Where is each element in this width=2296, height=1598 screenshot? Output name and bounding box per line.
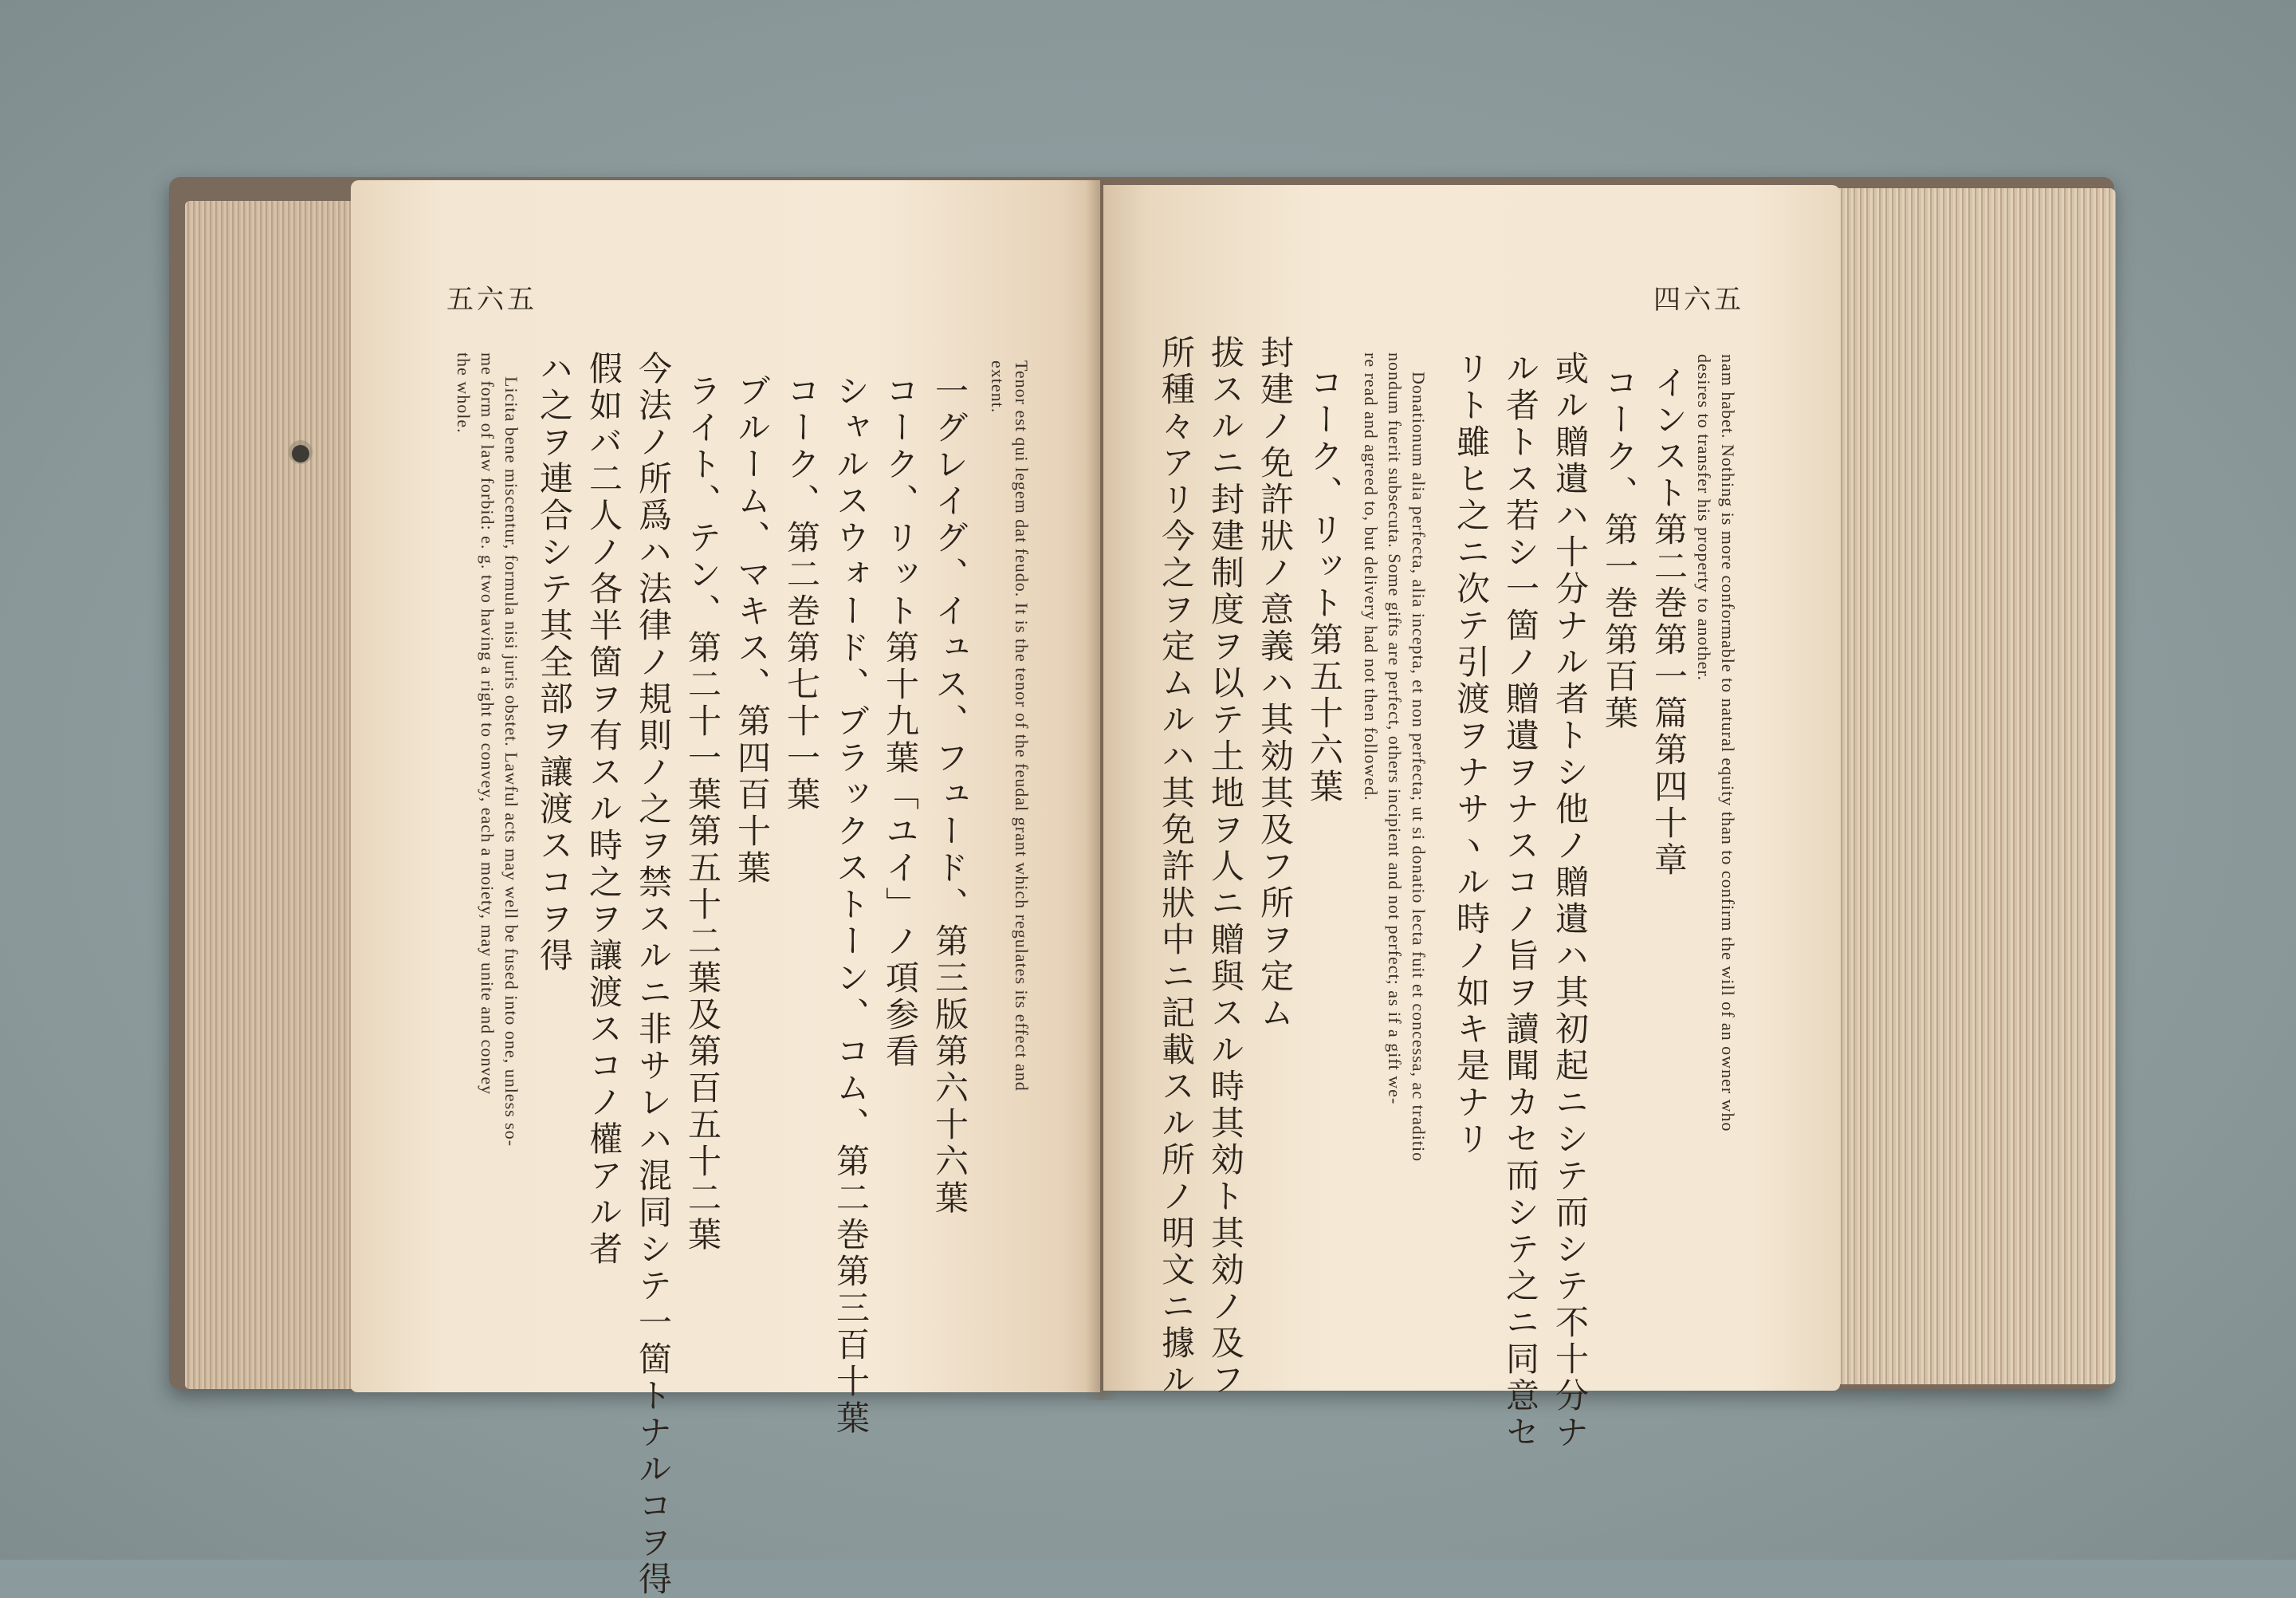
left-english-bottom-3: the whole. — [454, 352, 474, 434]
left-english-line-1: Tenor est qui legem dat feudo. It is the tenor of the feudal grant which regulates its effect and — [1012, 360, 1032, 1092]
right-column-4: ル者トス若シ一箇ノ贈遺ヲナスコノ旨ヲ讀聞カセ而シテ之ニ同意セ — [1501, 351, 1540, 1451]
page-edges-right — [1832, 188, 2116, 1384]
left-column-1: 一グレイグ、イュス、フュード、第三版第六十六葉 — [930, 373, 969, 1217]
right-column-9: 所種々アリ今之ヲ定ムルハ其免許狀中ニ記載スル所ノ明文ニ據ル — [1157, 335, 1196, 1399]
left-english-line-2: extent. — [988, 360, 1008, 414]
right-english-mid-2: nondum fuerit subsecuta. Some gifts are perfect, others incipient and not perfect; as if a gift we- — [1385, 352, 1405, 1105]
right-column-5: リト雖ヒ之ニ次テ引渡ヲナサヽル時ノ如キ是ナリ — [1452, 351, 1491, 1158]
left-column-8: 假如バ二人ノ各半箇ヲ有スル時之ヲ讓渡スコノ權アル者 — [584, 351, 623, 1268]
left-column-2: コーク、リット第十九葉「ユイ」ノ項参看 — [881, 373, 920, 1070]
right-column-7: 封建ノ免許狀ノ意義ハ其効其及フ所ヲ定ム — [1256, 335, 1295, 1032]
left-column-3: シャルスウォード、ブラックストーン、コム、第二巻第三百十葉 — [832, 373, 871, 1437]
right-column-6: コーク、リット第五十六葉 — [1305, 365, 1344, 805]
right-english-top-2: desires to transfer his property to another. — [1694, 354, 1714, 681]
left-column-9: ハ之ヲ連合シテ其全部ヲ讓渡スコヲ得 — [535, 351, 574, 974]
left-column-7: 今法ノ所爲ハ法律ノ規則ノ之ヲ禁スルニ非サレハ混同シテ一箇トナルコヲ得 — [634, 351, 673, 1598]
right-english-mid-1: Donationum alia perfecta, alia incepta, et non perfecta; ut si donatio lecta fuit et concessa, ac traditio — [1409, 372, 1429, 1163]
right-column-8: 拔スルニ封建制度ヲ以テ土地ヲ人ニ贈與スル時其効ト其効ノ及フ — [1206, 335, 1245, 1399]
right-column-3: 或ル贈遺ハ十分ナル者トシ他ノ贈遺ハ其初起ニシテ而シテ不十分ナ — [1551, 351, 1590, 1451]
left-column-6: ライト、テン、第二十一葉第五十二葉及第百五十二葉 — [683, 373, 722, 1254]
right-page-number: 四六五 — [1653, 284, 1744, 316]
right-column-2: コーク、第一巻第百葉 — [1600, 365, 1639, 732]
left-column-4: コーク、第二巻第七十一葉 — [782, 373, 821, 813]
left-english-bottom-1: Licita bene miscentur, formula nisi juris obstet. Lawful acts may well be fused into one, unless so- — [501, 376, 521, 1147]
right-english-top-1: nam habet. Nothing is more conformable to natural equity than to confirm the will of an owner who — [1718, 354, 1738, 1132]
page-edges-left — [185, 201, 352, 1389]
right-english-mid-3: re read and agreed to, but delivery had not then followed. — [1361, 352, 1381, 801]
right-column-1: インスト第二巻第一篇第四十章 — [1649, 365, 1689, 879]
left-page-number: 五六五 — [446, 284, 537, 316]
page-hole — [292, 445, 309, 462]
left-english-bottom-2: me form of law forbid: e. g. two having a right to convey, each a moiety, may unite and convey — [478, 352, 497, 1096]
left-column-5: ブルーム、マキス、第四百十葉 — [733, 373, 772, 887]
